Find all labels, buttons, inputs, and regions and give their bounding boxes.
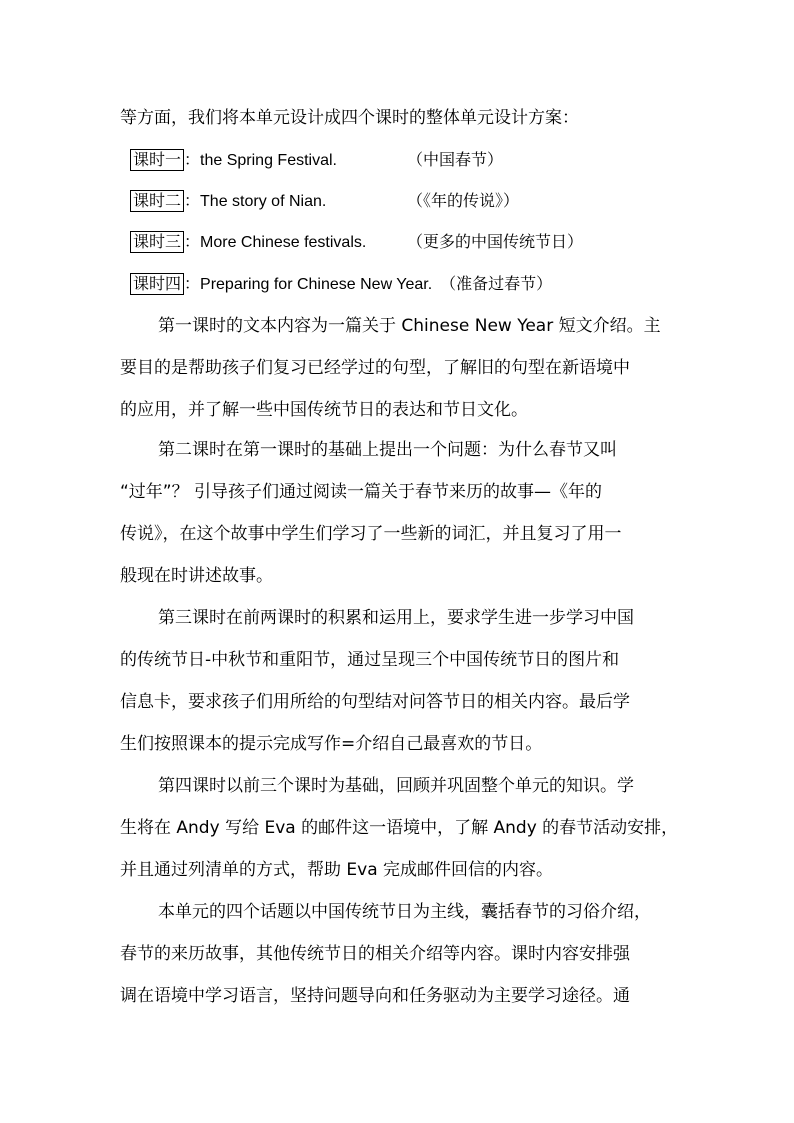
paragraph-line: “过年”？ 引导孩子们通过阅读一篇关于春节来历的故事—《年的 xyxy=(120,482,603,502)
paragraph-line: 调在语境中学习语言，坚持问题导向和任务驱动为主要学习途径。通 xyxy=(120,986,630,1006)
paragraph-line: 第四课时以前三个课时为基础，回顾并巩固整个单元的知识。学 xyxy=(158,776,634,796)
paragraph-line: 生将在 Andy 写给 Eva 的邮件这一语境中，了解 Andy 的春节活动安排， xyxy=(120,818,679,838)
lesson-tag-box: 课时二 xyxy=(130,190,184,212)
paragraph-line: 春节的来历故事，其他传统节日的相关介绍等内容。课时内容安排强 xyxy=(120,944,630,964)
paragraph-line: 般现在时讲述故事。 xyxy=(120,566,273,586)
lesson-item-1 xyxy=(130,149,504,172)
lesson-separator: ： xyxy=(184,191,201,210)
lesson-title: More Chinese festivals. xyxy=(200,234,367,251)
lesson-title: Preparing for Chinese New Year. xyxy=(200,276,433,293)
lesson-item-2 xyxy=(130,190,520,213)
paragraph-line: 的应用，并了解一些中国传统节日的表达和节日文化。 xyxy=(120,400,528,420)
lesson-chinese-title: （更多的中国传统节日） xyxy=(407,232,584,251)
paragraph-line: 第三课时在前两课时的积累和运用上，要求学生进一步学习中国 xyxy=(158,608,634,628)
paragraph-line: 要目的是帮助孩子们复习已经学过的句型，了解旧的句型在新语境中 xyxy=(120,358,630,378)
paragraph-line: 第二课时在第一课时的基础上提出一个问题：为什么春节又叫 xyxy=(158,440,617,460)
paragraph-line: 的传统节日-中秋节和重阳节，通过呈现三个中国传统节日的图片和 xyxy=(120,650,620,670)
paragraph-line: 第一课时的文本内容为一篇关于 Chinese New Year 短文介绍。主 xyxy=(158,316,661,336)
lesson-item-3 xyxy=(130,231,584,254)
lesson-chinese-title: （《年的传说》） xyxy=(407,191,520,210)
lesson-chinese-title: （中国春节） xyxy=(407,150,504,169)
lesson-item-4 xyxy=(130,273,552,296)
lesson-title: the Spring Festival. xyxy=(200,152,337,169)
lesson-separator: ： xyxy=(184,274,201,293)
lesson-separator: ： xyxy=(184,232,201,251)
paragraph-line: 传说》，在这个故事中学生们学习了一些新的词汇，并且复习了用一 xyxy=(120,524,622,544)
lesson-title: The story of Nian. xyxy=(200,193,327,210)
lesson-chinese-title: （准备过春节） xyxy=(440,274,553,293)
lesson-tag-box: 课时四 xyxy=(130,273,184,295)
lesson-tag-box: 课时一 xyxy=(130,149,184,171)
paragraph-line: 信息卡，要求孩子们用所给的句型结对问答节日的相关内容。最后学 xyxy=(120,692,630,712)
intro-line: 等方面，我们将本单元设计成四个课时的整体单元设计方案： xyxy=(120,108,579,128)
paragraph-line: 本单元的四个话题以中国传统节日为主线，囊括春节的习俗介绍， xyxy=(158,902,651,922)
paragraph-line: 生们按照课本的提示完成写作=介绍自己最喜欢的节日。 xyxy=(120,734,543,754)
lesson-separator: ： xyxy=(184,150,201,169)
paragraph-line: 并且通过列清单的方式，帮助 Eva 完成邮件回信的内容。 xyxy=(120,860,554,880)
lesson-tag-box: 课时三 xyxy=(130,231,184,253)
